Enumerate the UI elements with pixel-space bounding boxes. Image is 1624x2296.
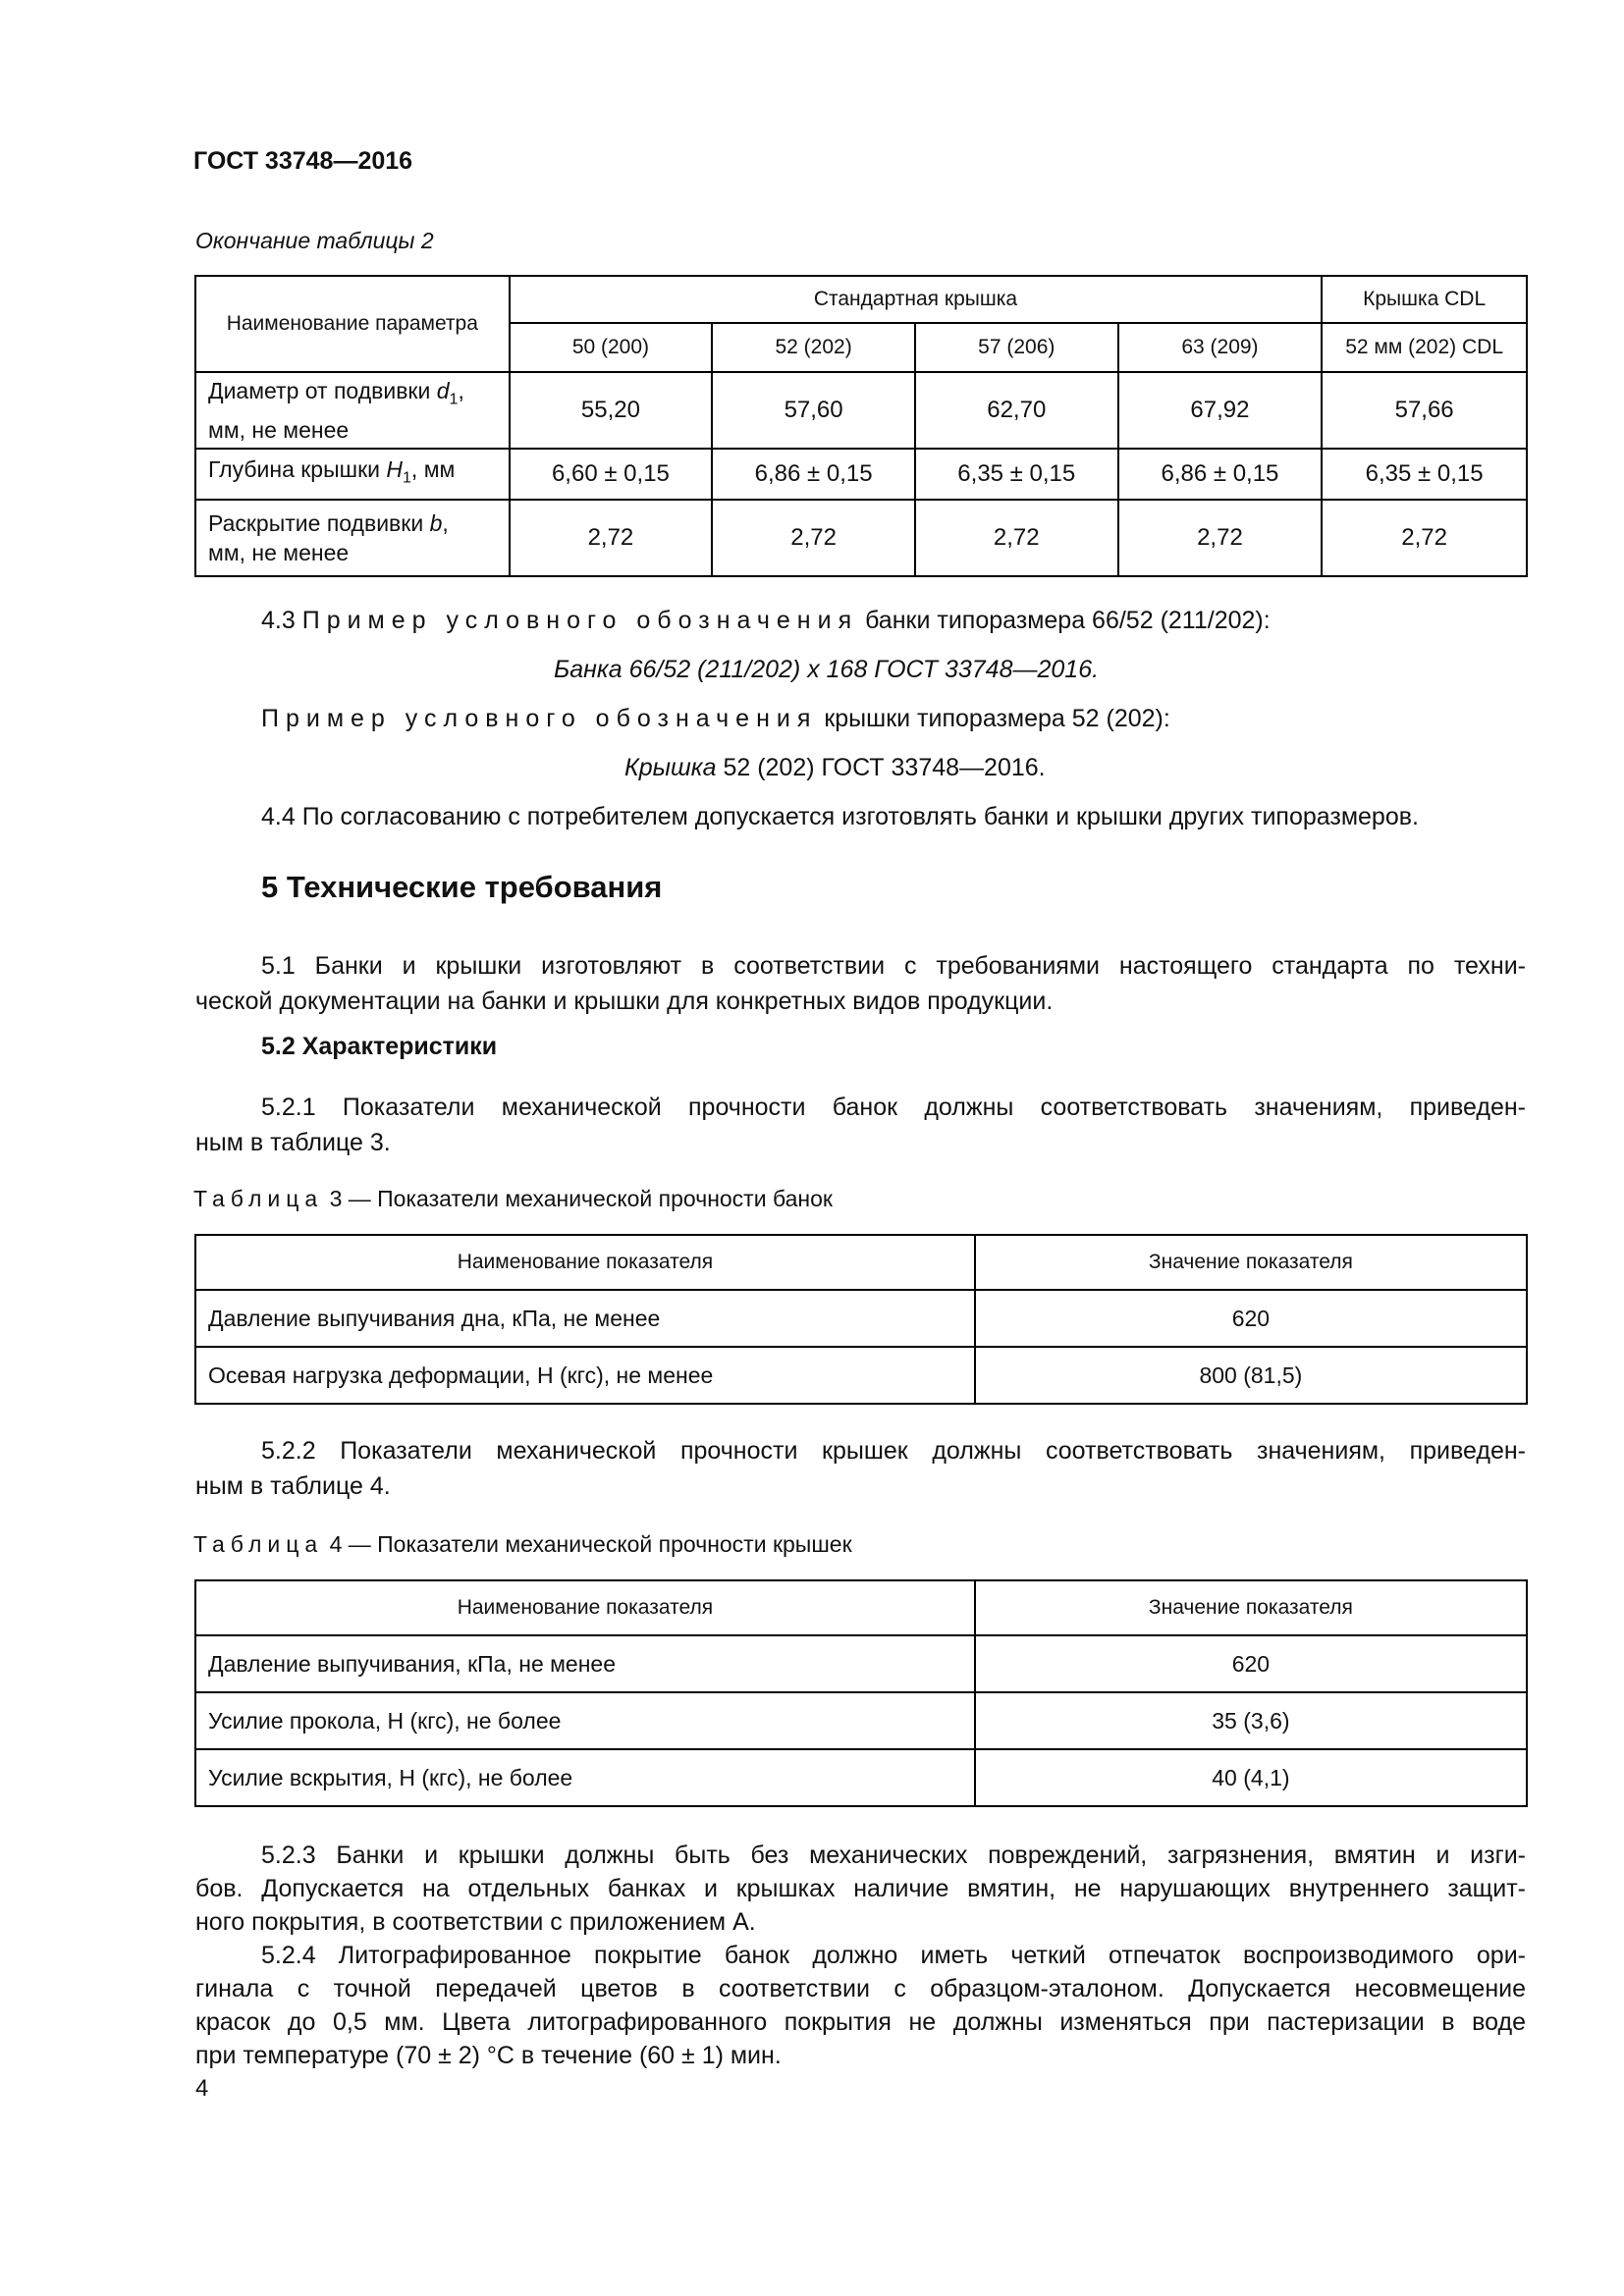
table-row xyxy=(195,500,1527,576)
param-cell: Раскрытие подвивки b, мм, не менее xyxy=(195,500,510,576)
clause-5-2-4-line3: красок до 0,5 мм. Цвета литографированного покрытия не должны изменяться при пастеризации в воде xyxy=(195,2008,1526,2036)
value-cell: 2,72 xyxy=(1322,500,1527,576)
col-name-header: Наименование показателя xyxy=(195,1235,975,1290)
value-cell: 2,72 xyxy=(510,500,713,576)
value-cell: 800 (81,5) xyxy=(975,1347,1527,1404)
param-cell: Диаметр от подвивки $d_1$, мм, не менее xyxy=(195,372,510,449)
value-cell: 6,86 ± 0,15 xyxy=(1118,449,1323,500)
clause-5-2-1-line2: ным в таблице 3. xyxy=(195,1129,391,1156)
table-row xyxy=(195,1347,1527,1404)
clause-5-2-4-line2: гинала с точной передачей цветов в соответствии с образцом-эталоном. Допускается несовмещение xyxy=(195,1975,1526,2002)
table-row xyxy=(195,372,1527,449)
name-cell: Давление выпучивания дна, кПа, не менее xyxy=(195,1290,975,1347)
param-header: Наименование параметра xyxy=(195,276,510,372)
clause-5-2-3-line1: 5.2.3 Банки и крышки должны быть без механических повреждений, загрязнения, вмятин и изги- xyxy=(261,1842,1526,1869)
value-cell: 2,72 xyxy=(1118,500,1323,576)
table4-caption: Таблица 4 — Показатели механической прочности крышек xyxy=(193,1531,852,1557)
size-header: 63 (209) xyxy=(1118,323,1323,372)
value-cell: 57,66 xyxy=(1322,372,1527,449)
clause-4-4: 4.4 По согласованию с потребителем допускается изготовлять банки и крышки других типоразмеров. xyxy=(261,803,1419,830)
table-3 xyxy=(194,1234,1528,1405)
example-can: Банка 66/52 (211/202) х 168 ГОСТ 33748—2016. xyxy=(554,656,1100,683)
value-cell: 2,72 xyxy=(712,500,915,576)
table-2 xyxy=(194,275,1528,577)
value-cell: 40 (4,1) xyxy=(975,1749,1527,1806)
section-5-2-title: 5.2 Характеристики xyxy=(261,1033,498,1060)
clause-5-1-line2: ческой документации на банки и крышки для конкретных видов продукции. xyxy=(195,988,1054,1015)
col-value-header: Значение показателя xyxy=(975,1580,1527,1635)
size-header: 57 (206) xyxy=(915,323,1118,372)
value-cell: 62,70 xyxy=(915,372,1118,449)
table-row xyxy=(195,1749,1527,1806)
clause-5-2-2-line2: ным в таблице 4. xyxy=(195,1472,391,1500)
value-cell: 35 (3,6) xyxy=(975,1692,1527,1749)
value-cell: 620 xyxy=(975,1635,1527,1692)
value-cell: 6,86 ± 0,15 xyxy=(712,449,915,500)
name-cell: Давление выпучивания, кПа, не менее xyxy=(195,1635,975,1692)
value-cell: 6,60 ± 0,15 xyxy=(510,449,713,500)
cdl-lid-header: Крышка CDL xyxy=(1322,276,1527,323)
clause-5-2-2-line1: 5.2.2 Показатели механической прочности крышек должны соответствовать значениям, приведен- xyxy=(261,1437,1526,1465)
value-cell: 6,35 ± 0,15 xyxy=(915,449,1118,500)
col-value-header: Значение показателя xyxy=(975,1235,1527,1290)
clause-5-2-4-line4: при температуре (70 ± 2) °C в течение (60 ± 1) мин. xyxy=(195,2042,782,2069)
clause-5-2-3-line2: бов. Допускается на отдельных банках и крышках наличие вмятин, не нарушающих внутреннего защит- xyxy=(195,1875,1526,1902)
col-name-header: Наименование показателя xyxy=(195,1580,975,1635)
table3-caption: Таблица 3 — Показатели механической прочности банок xyxy=(193,1186,833,1211)
table-row xyxy=(195,1692,1527,1749)
document-header: ГОСТ 33748—2016 xyxy=(193,147,413,175)
table-row xyxy=(195,1290,1527,1347)
table2-caption: Окончание таблицы 2 xyxy=(195,228,434,253)
param-cell: Глубина крышки $H_1$, мм xyxy=(195,449,510,500)
value-cell: 620 xyxy=(975,1290,1527,1347)
clause-5-2-1-line1: 5.2.1 Показатели механической прочности банок должны соответствовать значениям, приведен- xyxy=(261,1094,1526,1121)
size-header: 50 (200) xyxy=(510,323,713,372)
clause-4-3: 4.3 Пример условного обозначения банки типоразмера 66/52 (211/202): xyxy=(261,607,1271,634)
value-cell: 6,35 ± 0,15 xyxy=(1322,449,1527,500)
example-lid: Крышка 52 (202) ГОСТ 33748—2016. xyxy=(624,754,1046,781)
table-row xyxy=(195,449,1527,500)
table-4 xyxy=(194,1579,1528,1807)
name-cell: Усилие вскрытия, Н (кгс), не более xyxy=(195,1749,975,1806)
standard-lid-header: Стандартная крышка xyxy=(510,276,1323,323)
clause-5-2-4-line1: 5.2.4 Литографированное покрытие банок должно иметь четкий отпечаток воспроизводимого ори- xyxy=(261,1942,1526,1969)
value-cell: 2,72 xyxy=(915,500,1118,576)
clause-5-2-3-line3: ного покрытия, в соответствии с приложением А. xyxy=(195,1908,756,1936)
table-row xyxy=(195,1635,1527,1692)
clause-4-3-lid: Пример условного обозначения крышки типоразмера 52 (202): xyxy=(261,705,1170,732)
name-cell: Осевая нагрузка деформации, Н (кгс), не менее xyxy=(195,1347,975,1404)
value-cell: 57,60 xyxy=(712,372,915,449)
section-5-title: 5 Технические требования xyxy=(261,870,663,904)
page-number: 4 xyxy=(195,2075,209,2102)
name-cell: Усилие прокола, Н (кгс), не более xyxy=(195,1692,975,1749)
size-header: 52 мм (202) CDL xyxy=(1322,323,1527,372)
value-cell: 67,92 xyxy=(1118,372,1323,449)
size-header: 52 (202) xyxy=(712,323,915,372)
value-cell: 55,20 xyxy=(510,372,713,449)
clause-5-1-line1: 5.1 Банки и крышки изготовляют в соответствии с требованиями настоящего стандарта по техни- xyxy=(261,952,1526,980)
